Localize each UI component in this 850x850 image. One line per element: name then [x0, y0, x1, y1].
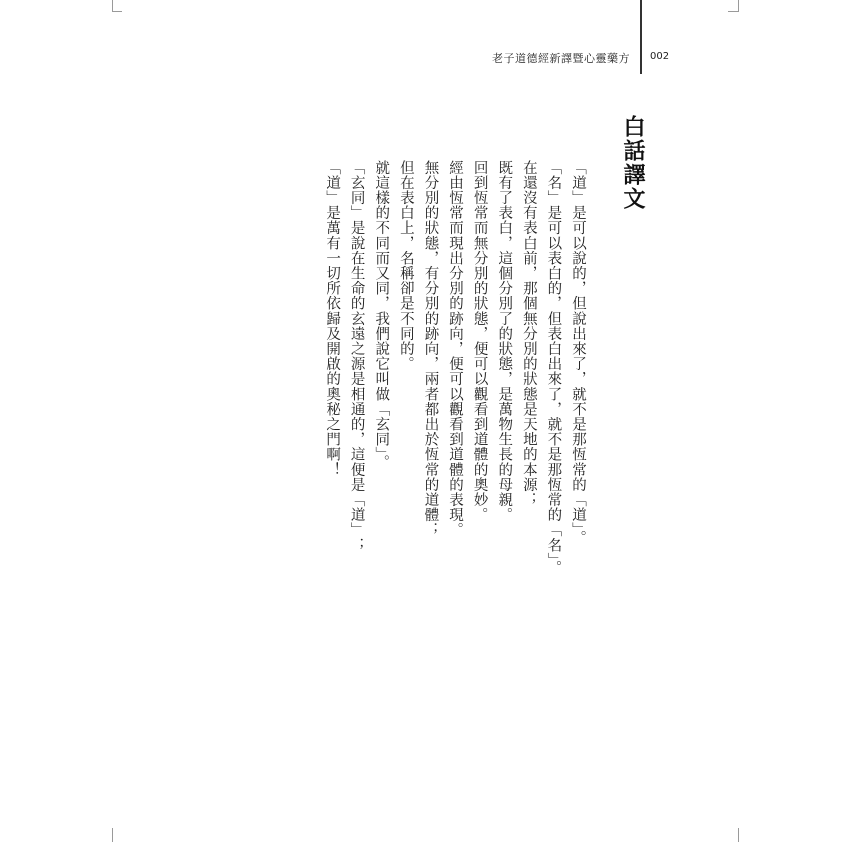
- paragraph-3: 在還沒有表白前，那個無分別的狀態是天地的本源；: [520, 160, 537, 508]
- section-title: 白話譯文: [620, 115, 645, 211]
- header-divider: [640, 0, 642, 74]
- paragraph-8: 但在表白上，名稱卻是不同的。: [397, 160, 414, 372]
- page-number: 002: [650, 51, 670, 62]
- paragraph-5: 回到恆常而無分別的狀態，便可以觀看到道體的奧妙。: [471, 160, 488, 523]
- paragraph-7: 無分別的狀態，有分別的跡向，兩者都出於恆常的道體；: [422, 160, 439, 538]
- paragraph-9: 就這樣的不同而又同，我們說它叫做「玄同」。: [373, 160, 390, 470]
- crop-mark-top-right-h: [728, 11, 738, 12]
- crop-mark-bottom-left: [112, 828, 113, 842]
- paragraph-10: 「玄同」是說在生命的玄遠之源是相通的，這便是「道」；: [348, 160, 365, 553]
- paragraph-6: 經由恆常而現出分別的跡向，便可以觀看到道體的表現。: [447, 160, 464, 538]
- crop-mark-top-right: [738, 0, 739, 12]
- paragraph-1: 「道」是可以說的，但說出來了，就不是那恆常的「道」。: [570, 160, 586, 546]
- paragraph-4: 既有了表白，這個分別了的狀態，是萬物生長的母親。: [496, 160, 513, 523]
- crop-mark-top-left-h: [112, 11, 122, 12]
- paragraph-11: 「道」是萬有一切所依歸及開啟的奧秘之門啊！: [324, 160, 341, 478]
- body-text: [319, 160, 590, 580]
- paragraph-2: 「名」是可以表白的，但表白出來了，就不是那恆常的「名」。: [545, 160, 562, 576]
- crop-mark-bottom-right: [738, 828, 739, 842]
- running-header-title: 老子道德經新譯暨心靈藥方: [492, 52, 630, 65]
